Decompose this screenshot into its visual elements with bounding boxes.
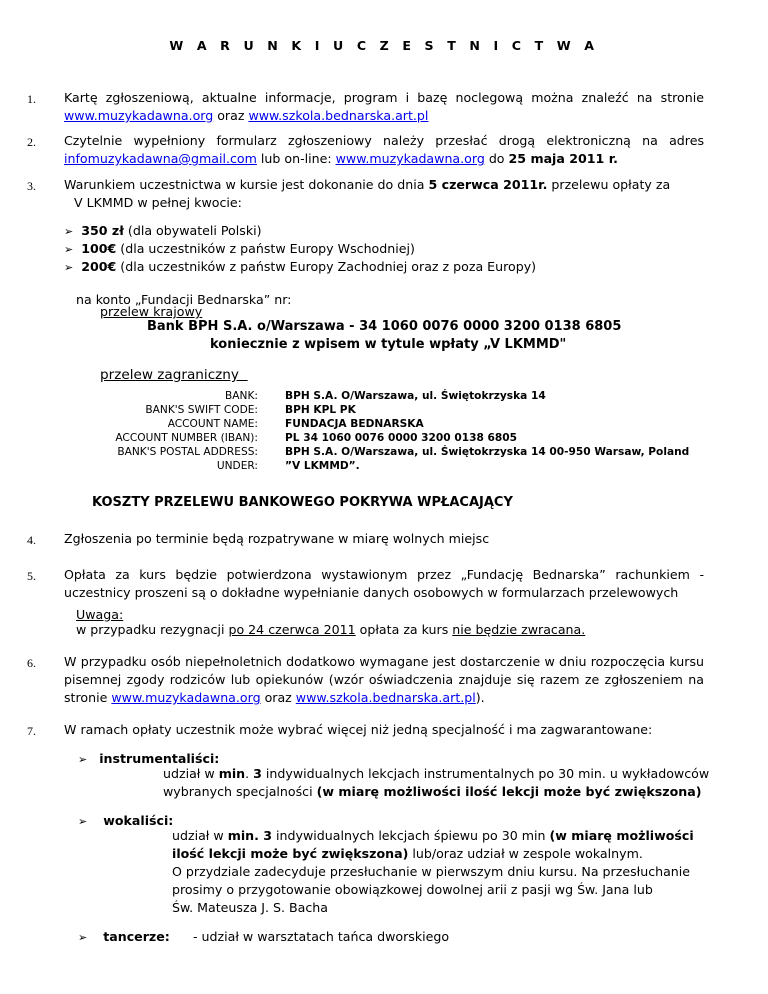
iban-value: PL 34 1060 0076 0000 3200 0138 6805 bbox=[285, 432, 517, 444]
voc-text-l2b: lub/oraz udział w zespole wokalnym. bbox=[408, 846, 643, 861]
domestic-bank-account: Bank BPH S.A. o/Warszawa - 34 1060 0076 0000 3200 0138 6805 bbox=[147, 319, 622, 334]
item-6-pre: stronie bbox=[64, 690, 112, 705]
voc-text-l2a: ilość lekcji może być zwiększona) bbox=[172, 846, 409, 861]
item-6-end: ). bbox=[475, 690, 485, 705]
bank-value: BPH S.A. O/Warszawa, ul. Świętokrzyska 14 bbox=[285, 390, 546, 402]
arrow-bullet-icon: ➢ bbox=[78, 815, 88, 828]
item-number: 4. bbox=[27, 533, 36, 547]
item-number: 7. bbox=[27, 724, 36, 738]
fee-amount: 100€ bbox=[81, 241, 117, 256]
item-5-line-2: uczestnicy proszeni są o dokładne wypełnianie danych osobowych w formularzach przelewowych bbox=[64, 585, 679, 600]
item-6-text-2: pisemnej zgody rodziców lub opiekunów (wzór oświadczenia znajduje się razem ze zgłoszeniem na bbox=[64, 672, 704, 687]
refund-note bbox=[76, 621, 585, 639]
instr-text-l2b: (w miarę możliwości ilość lekcji może być zwiększona) bbox=[316, 784, 702, 799]
note-label: Uwaga: bbox=[76, 607, 124, 622]
item-1-text: Kartę zgłoszeniową, aktualne informacje, program i bazę noclegową można znaleźć na stronie bbox=[64, 90, 704, 105]
instrumentalists-line-1 bbox=[163, 765, 709, 783]
link-muzykadawna[interactable]: www.muzykadawna.org bbox=[64, 108, 214, 123]
item-3-line-2: V LKMMD w pełnej kwocie: bbox=[74, 195, 242, 210]
under-value: ”V LKMMD”. bbox=[285, 460, 360, 472]
email-link[interactable]: infomuzykadawna@gmail.com bbox=[64, 151, 257, 166]
instrumentalists-title: instrumentaliści: bbox=[99, 751, 220, 766]
voc-text-d: (w miarę możliwości bbox=[549, 828, 694, 843]
voc-text-a: udział w bbox=[172, 828, 228, 843]
payment-deadline: 5 czerwca 2011r. bbox=[428, 177, 548, 192]
arrow-bullet-icon: ➢ bbox=[64, 225, 74, 238]
arrow-bullet-icon: ➢ bbox=[64, 261, 74, 274]
vocalists-heading bbox=[78, 812, 173, 831]
refund-note-date: po 24 czerwca 2011 bbox=[228, 622, 356, 637]
item-2-mid: lub on-line: bbox=[256, 151, 336, 166]
foreign-transfer-label-pad bbox=[239, 367, 248, 383]
dancers-title: tancerze: bbox=[103, 929, 170, 944]
item-4-text: Zgłoszenia po terminie będą rozpatrywane w miarę wolnych miejsc bbox=[64, 531, 490, 546]
item-number: 5. bbox=[27, 569, 36, 583]
item-3-line-1 bbox=[64, 176, 670, 194]
instrumentalists-line-2 bbox=[163, 783, 702, 801]
item-6-text-1: W przypadku osób niepełnoletnich dodatkowo wymagane jest dostarczenie w dniu rozpoczęcia kursu bbox=[64, 654, 704, 669]
instr-text-l2a: wybranych specjalności bbox=[163, 784, 317, 799]
vocalists-line-3: O przydziale zadecyduje przesłuchanie w pierwszym dniu kursu. Na przesłuchanie bbox=[172, 864, 691, 879]
item-3-post: przelewu opłaty za bbox=[547, 177, 671, 192]
instr-text-c: . bbox=[245, 766, 254, 781]
vocalists-line-4: prosimy o przygotowanie obowiązkowej dowolnej arii z pasji wg Św. Jana lub bbox=[172, 882, 653, 897]
item-1-line-2 bbox=[64, 107, 428, 125]
dancers-text: - udział w warsztatach tańca dworskiego bbox=[193, 929, 450, 944]
voc-text-c: indywidualnych lekcjach śpiewu po 30 min bbox=[272, 828, 550, 843]
fee-amount: 350 zł bbox=[81, 223, 124, 238]
instr-min: min bbox=[218, 766, 246, 781]
vocalists-line-2 bbox=[172, 845, 643, 863]
vocalists-title: wokaliści: bbox=[103, 813, 174, 828]
item-2-text: Czytelnie wypełniony formularz zgłoszeniowy należy przesłać drogą elektroniczną na adres bbox=[64, 133, 704, 148]
item-number: 2. bbox=[27, 135, 36, 149]
domestic-transfer-label: przelew krajowy bbox=[100, 304, 203, 319]
fee-desc: (dla uczestników z państw Europy Wschodniej) bbox=[116, 241, 415, 256]
fee-list-item bbox=[64, 222, 262, 241]
instr-text-a: udział w bbox=[163, 766, 219, 781]
item-1-mid: oraz bbox=[213, 108, 249, 123]
foreign-transfer-label-text: przelew zagraniczny bbox=[100, 367, 239, 383]
item-number: 1. bbox=[27, 92, 36, 106]
item-number: 6. bbox=[27, 656, 36, 670]
item-number: 3. bbox=[27, 179, 36, 193]
item-7-text: W ramach opłaty uczestnik może wybrać więcej niż jedną specjalność i ma zagwarantowane: bbox=[64, 722, 653, 737]
item-2-line-2 bbox=[64, 150, 618, 168]
link-muzykadawna[interactable]: www.muzykadawna.org bbox=[111, 690, 261, 705]
voc-min: min. 3 bbox=[227, 828, 273, 843]
vocalists-line-5: Św. Mateusza J. S. Bacha bbox=[172, 900, 328, 915]
account-intro: na konto „Fundacji Bednarska” nr: bbox=[76, 292, 292, 307]
fee-list-item bbox=[64, 240, 415, 259]
fee-list-item bbox=[64, 258, 536, 277]
dancers-heading bbox=[78, 928, 170, 947]
refund-note-end: nie będzie zwracana. bbox=[452, 622, 586, 637]
item-3-pre: Warunkiem uczestnictwa w kursie jest dokonanie do dnia bbox=[64, 177, 429, 192]
transfer-costs-note: KOSZTY PRZELEWU BANKOWEGO POKRYWA WPŁACAJĄCY bbox=[92, 495, 513, 510]
item-2-line-1 bbox=[64, 132, 704, 150]
item-1-line-1 bbox=[64, 89, 704, 107]
fee-amount: 200€ bbox=[81, 259, 117, 274]
link-szkola-bednarska[interactable]: www.szkola.bednarska.art.pl bbox=[248, 108, 429, 123]
swift-value: BPH KPL PK bbox=[285, 404, 356, 416]
item-6-line-3 bbox=[64, 689, 485, 707]
arrow-bullet-icon: ➢ bbox=[64, 243, 74, 256]
swift-label: BANK'S SWIFT CODE: bbox=[145, 404, 258, 416]
item-6-line-2 bbox=[64, 671, 704, 689]
item-5-line-1 bbox=[64, 566, 704, 584]
postal-address-value: BPH S.A. O/Warszawa, ul. Świętokrzyska 14 00-950 Warsaw, Poland bbox=[285, 446, 690, 458]
page-title: W A R U N K I U C Z E S T N I C T W A bbox=[169, 38, 599, 53]
link-szkola-bednarska[interactable]: www.szkola.bednarska.art.pl bbox=[295, 690, 476, 705]
item-5-text: Opłata za kurs będzie potwierdzona wystawionym przez „Fundację Bednarska” rachunkiem - bbox=[64, 567, 704, 582]
fee-desc: (dla uczestników z państw Europy Zachodniej oraz z poza Europy) bbox=[116, 259, 537, 274]
bank-label: BANK: bbox=[225, 390, 258, 402]
under-label: UNDER: bbox=[216, 460, 258, 472]
registration-deadline: 25 maja 2011 r. bbox=[508, 151, 618, 166]
postal-address-label: BANK'S POSTAL ADDRESS: bbox=[117, 446, 258, 458]
refund-note-pre: w przypadku rezygnacji bbox=[76, 622, 229, 637]
refund-note-mid: opłata za kurs bbox=[355, 622, 453, 637]
item-6-line-1 bbox=[64, 653, 704, 671]
foreign-transfer-label bbox=[100, 366, 248, 384]
vocalists-line-1 bbox=[172, 827, 694, 845]
instr-text-e: indywidualnych lekcjach instrumentalnych po 30 min. u wykładowców bbox=[261, 766, 710, 781]
account-name-label: ACCOUNT NAME: bbox=[167, 418, 258, 430]
iban-label: ACCOUNT NUMBER (IBAN): bbox=[115, 432, 258, 444]
item-6-mid: oraz bbox=[260, 690, 296, 705]
link-muzykadawna-online[interactable]: www.muzykadawna.org bbox=[335, 151, 485, 166]
account-name-value: FUNDACJA BEDNARSKA bbox=[285, 418, 424, 430]
instr-count: 3 bbox=[253, 766, 262, 781]
item-2-pre-date: do bbox=[484, 151, 509, 166]
domestic-transfer-note: koniecznie z wpisem w tytule wpłaty „V LKMMD" bbox=[210, 337, 567, 352]
arrow-bullet-icon: ➢ bbox=[78, 753, 88, 766]
fee-desc: (dla obywateli Polski) bbox=[123, 223, 262, 238]
arrow-bullet-icon: ➢ bbox=[78, 931, 88, 944]
